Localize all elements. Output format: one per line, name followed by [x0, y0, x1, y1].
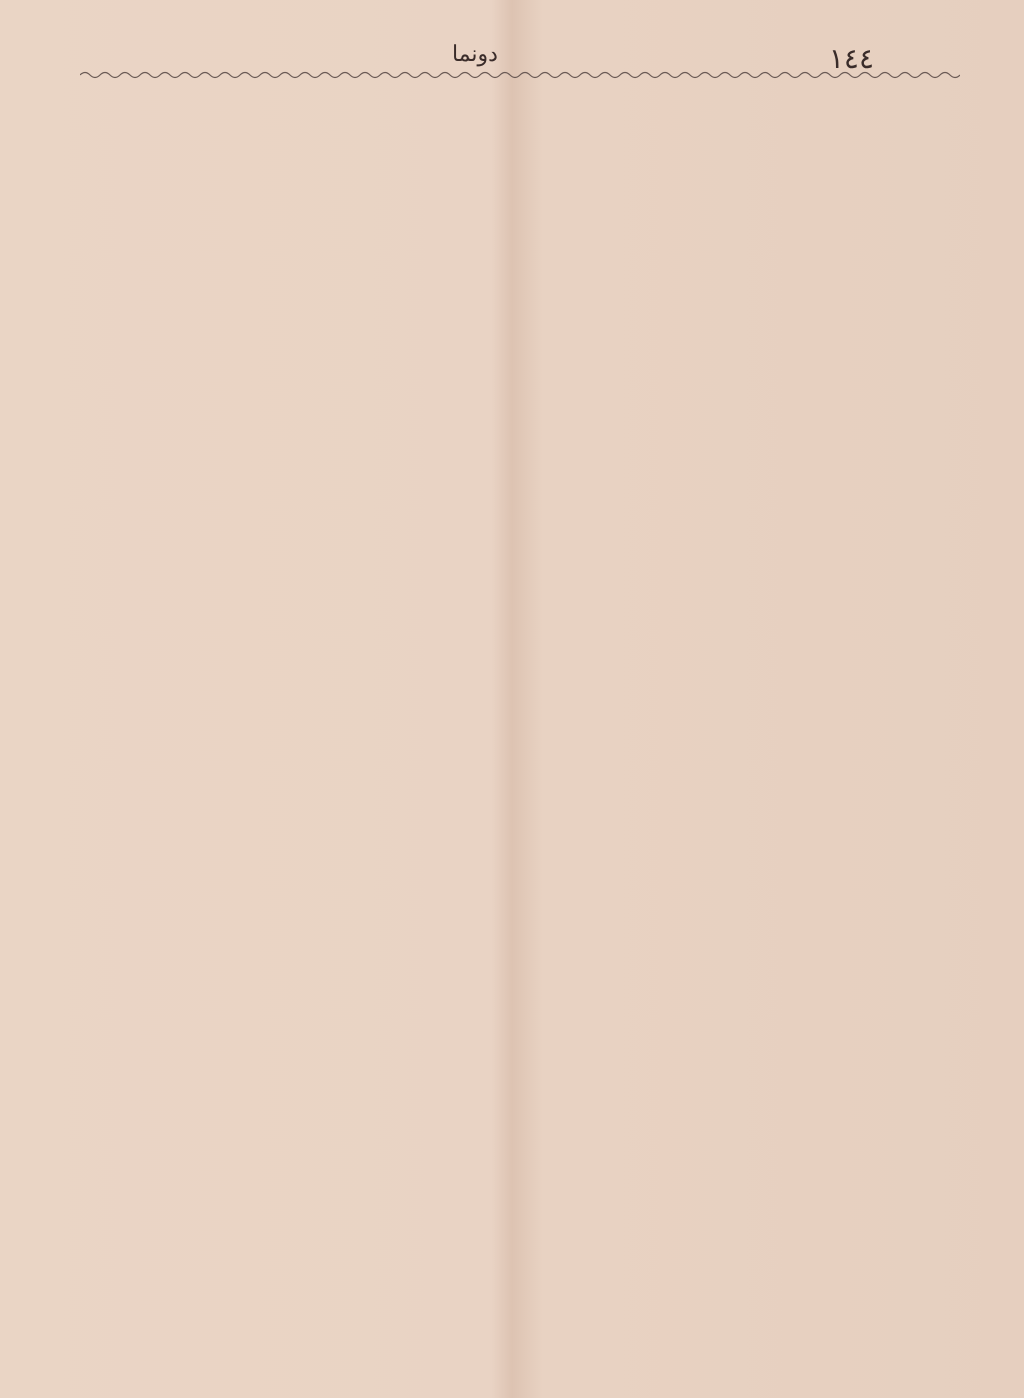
column-header [70, 100, 482, 132]
wavy-rule [80, 70, 960, 80]
running-title: دونما [452, 42, 498, 67]
left-column [70, 100, 482, 132]
column-header [514, 100, 934, 132]
page-number: ١٤٤ [828, 42, 874, 75]
right-column [514, 100, 934, 132]
